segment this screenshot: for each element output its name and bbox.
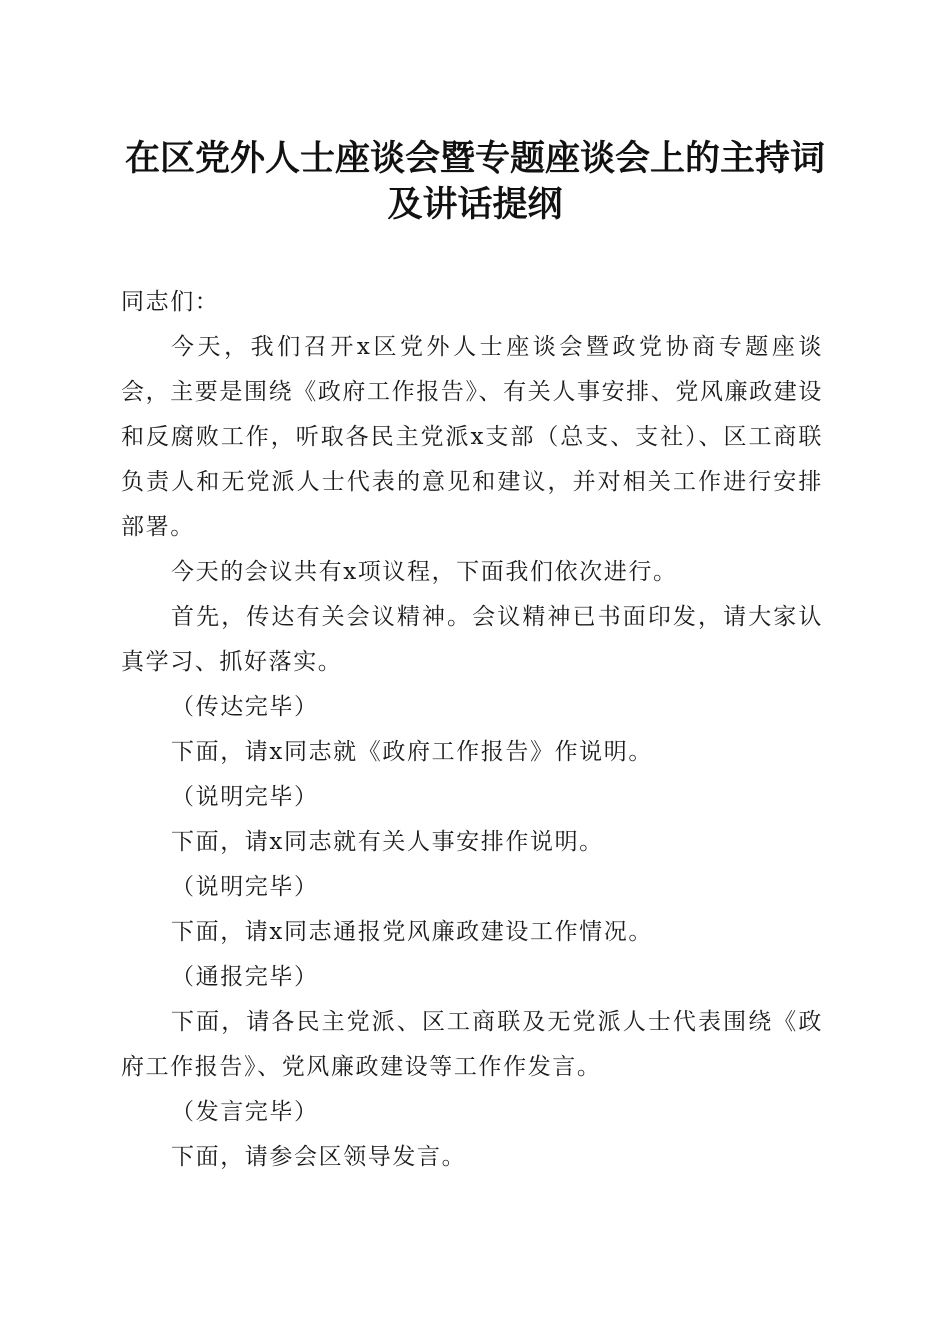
stage-note: （说明完毕） [171, 784, 319, 810]
paragraph-agenda: 今天的会议共有x项议程，下面我们依次进行。 [171, 559, 678, 585]
paragraph-item: 下面，请x同志就有关人事安排作说明。 [171, 829, 604, 855]
stage-note: （发言完毕） [171, 1099, 319, 1125]
paragraph-item: 下面，请参会区领导发言。 [171, 1144, 467, 1170]
paragraph-item: 下面，请x同志通报党风廉政建设工作情况。 [171, 919, 653, 945]
document-body [121, 280, 823, 1180]
paragraph-opening: 今天，我们召开x区党外人士座谈会暨政党协商专题座谈会，主要是围绕《政府工作报告》、有关人事安排、党风廉政建设和反腐败工作，听取各民主党派x支部（总支、支社）、区工商联负责人和无党派人士代表的意见和建议，并对相关工作进行安排部署。 [121, 334, 823, 540]
paragraph-first-item: 首先，传达有关会议精神。会议精神已书面印发，请大家认真学习、抓好落实。 [121, 604, 823, 675]
stage-note: （通报完毕） [171, 964, 319, 990]
stage-note: （说明完毕） [171, 874, 319, 900]
salutation: 同志们： [121, 289, 220, 315]
title-line-1: 在区党外人士座谈会暨专题座谈会上的主持词 [124, 138, 825, 179]
document-title [100, 136, 850, 228]
title-line-2: 及讲话提纲 [387, 184, 563, 225]
paragraph-item: 下面，请x同志就《政府工作报告》作说明。 [171, 739, 653, 765]
stage-note: （传达完毕） [171, 694, 319, 720]
paragraph-item: 下面，请各民主党派、区工商联及无党派人士代表围绕《政府工作报告》、党风廉政建设等工作作发言。 [121, 1009, 823, 1080]
